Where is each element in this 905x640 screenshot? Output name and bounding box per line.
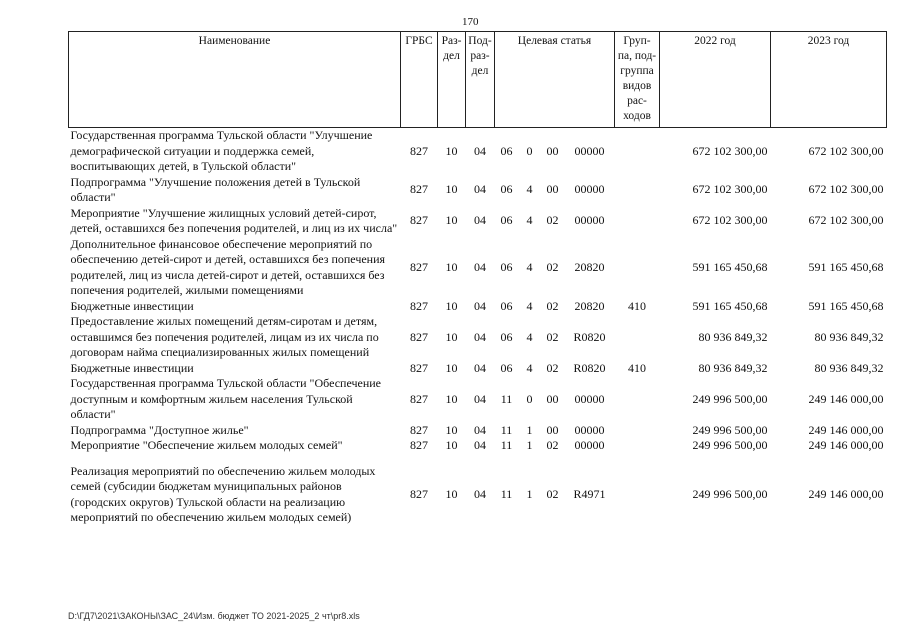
row-podrazdel: 04 bbox=[474, 391, 486, 406]
row-target-3: 02 bbox=[546, 259, 559, 274]
row-grbs: 827 bbox=[410, 213, 428, 228]
row-name: Подпрограмма "Улучшение положения детей в Тульской области" bbox=[70, 174, 361, 204]
header-razdel: Раз- дел bbox=[438, 32, 466, 128]
row-grbs: 827 bbox=[410, 486, 428, 501]
row-target-4: 00000 bbox=[574, 213, 605, 228]
header-grbs: ГРБС bbox=[401, 32, 438, 128]
row-target-2: 1 bbox=[526, 486, 533, 501]
row-value-2023: 249 146 000,00 bbox=[808, 438, 884, 452]
row-value-2022: 249 996 500,00 bbox=[692, 486, 768, 501]
row-podrazdel: 04 bbox=[474, 143, 486, 158]
row-podrazdel: 04 bbox=[474, 438, 486, 452]
row-target-3: 02 bbox=[546, 486, 559, 501]
row-podrazdel: 04 bbox=[474, 329, 486, 344]
row-value-2023: 249 146 000,00 bbox=[808, 486, 884, 501]
row-target-4: 00000 bbox=[574, 391, 605, 406]
row-razdel: 10 bbox=[445, 298, 458, 313]
row-podrazdel: 04 bbox=[474, 213, 486, 228]
row-group bbox=[615, 376, 660, 423]
table-row bbox=[69, 423, 887, 439]
row-name: Реализация мероприятий по обеспечению жильем молодых семей (субсидии бюджетам муниципальных районов (городских округов) Тульской области на реализацию мероприятий по обеспечению жильем молодых семей) bbox=[70, 463, 376, 524]
row-name: Предоставление жилых помещений детям-сиротам и детям, оставшимся без попечения родителей, лицам из их числа по договорам найма специализированных жилых помещений bbox=[70, 314, 379, 359]
row-target-2: 4 bbox=[526, 298, 533, 313]
row-value-2022: 591 165 450,68 bbox=[692, 259, 768, 274]
row-value-2023: 249 146 000,00 bbox=[808, 391, 884, 406]
row-value-2022: 591 165 450,68 bbox=[692, 298, 768, 313]
row-target-3: 00 bbox=[546, 391, 559, 406]
row-target-4: R4971 bbox=[573, 486, 606, 501]
row-target-1: 11 bbox=[500, 391, 513, 406]
row-grbs: 827 bbox=[410, 182, 428, 197]
row-target-4: R0820 bbox=[573, 329, 606, 344]
row-name: Подпрограмма "Доступное жилье" bbox=[70, 422, 249, 437]
row-value-2023: 672 102 300,00 bbox=[808, 182, 884, 197]
table-row bbox=[69, 361, 887, 377]
header-name: Наименование bbox=[69, 32, 401, 128]
row-value-2022: 249 996 500,00 bbox=[692, 422, 768, 437]
row-value-2022: 249 996 500,00 bbox=[692, 391, 768, 406]
row-group bbox=[615, 423, 660, 439]
row-group: 410 bbox=[628, 360, 646, 375]
row-target-3: 00 bbox=[546, 422, 559, 437]
row-group bbox=[615, 175, 660, 206]
row-name: Мероприятие "Обеспечение жильем молодых семей" bbox=[70, 438, 343, 452]
row-name: Государственная программа Тульской области "Обеспечение доступным и комфортным жильем населения Тульской области" bbox=[70, 376, 381, 421]
page-number: 170 bbox=[462, 16, 479, 28]
table-row bbox=[69, 299, 887, 315]
row-podrazdel: 04 bbox=[474, 422, 486, 437]
table-row bbox=[69, 175, 887, 206]
row-target-4: 00000 bbox=[574, 422, 605, 437]
row-group bbox=[615, 206, 660, 237]
row-group bbox=[615, 237, 660, 299]
row-target-3: 02 bbox=[546, 360, 559, 375]
row-razdel: 10 bbox=[445, 391, 458, 406]
header-target: Целевая статья bbox=[495, 32, 615, 128]
row-target-2: 4 bbox=[526, 213, 533, 228]
row-value-2022: 249 996 500,00 bbox=[692, 438, 768, 452]
row-target-2: 1 bbox=[526, 422, 533, 437]
header-group: Груп- па, под- группа видов рас- ходов bbox=[615, 32, 660, 128]
table-row bbox=[69, 438, 887, 454]
row-target-1: 11 bbox=[500, 438, 513, 452]
row-target-1: 06 bbox=[500, 213, 513, 228]
row-group bbox=[615, 128, 660, 175]
row-value-2023: 80 936 849,32 bbox=[814, 360, 884, 375]
table-row bbox=[69, 464, 887, 526]
row-target-3: 02 bbox=[546, 213, 559, 228]
row-grbs: 827 bbox=[410, 298, 428, 313]
row-razdel: 10 bbox=[445, 143, 458, 158]
row-target-2: 0 bbox=[526, 143, 533, 158]
row-group: 410 bbox=[628, 298, 646, 313]
row-name: Дополнительное финансовое обеспечение мероприятий по обеспечению детей-сирот и детей, оставшихся без попечения родителей, лиц из числа детей-сирот и детей, оставшихся без попечения родителей, жилыми помещениями bbox=[70, 236, 386, 297]
header-podrazdel: Под- раз- дел bbox=[466, 32, 495, 128]
row-value-2022: 672 102 300,00 bbox=[692, 213, 768, 228]
row-razdel: 10 bbox=[445, 360, 458, 375]
row-target-3: 02 bbox=[546, 329, 559, 344]
row-value-2023: 672 102 300,00 bbox=[808, 143, 884, 158]
row-value-2022: 80 936 849,32 bbox=[698, 329, 768, 344]
row-target-1: 06 bbox=[500, 298, 513, 313]
row-name: Мероприятие "Улучшение жилищных условий детей-сирот, детей, оставшихся без попечения родителей, и лиц из их числа" bbox=[70, 205, 398, 235]
header-2023: 2023 год bbox=[771, 32, 887, 128]
row-grbs: 827 bbox=[410, 329, 428, 344]
row-group bbox=[615, 464, 660, 526]
row-target-1: 11 bbox=[500, 422, 513, 437]
row-target-4: 00000 bbox=[574, 182, 605, 197]
row-target-4: 00000 bbox=[574, 438, 605, 452]
row-grbs: 827 bbox=[410, 391, 428, 406]
row-target-1: 06 bbox=[500, 360, 513, 375]
row-name: Бюджетные инвестиции bbox=[70, 298, 194, 313]
row-razdel: 10 bbox=[445, 438, 458, 452]
table-row bbox=[69, 376, 887, 423]
row-target-1: 11 bbox=[500, 486, 513, 501]
row-target-2: 1 bbox=[526, 438, 533, 452]
row-target-2: 4 bbox=[526, 360, 533, 375]
row-razdel: 10 bbox=[445, 182, 458, 197]
row-target-4: 20820 bbox=[574, 259, 605, 274]
row-grbs: 827 bbox=[410, 438, 428, 452]
row-podrazdel: 04 bbox=[474, 360, 486, 375]
row-podrazdel: 04 bbox=[474, 298, 486, 313]
row-value-2023: 591 165 450,68 bbox=[808, 259, 884, 274]
row-spacer bbox=[69, 454, 887, 464]
row-value-2022: 672 102 300,00 bbox=[692, 143, 768, 158]
file-path-footer: D:\ГД7\2021\ЗАКОНЫ\ЗАС_24\Изм. бюджет ТО 2021-2025_2 чт\pr8.xls bbox=[68, 611, 360, 621]
row-grbs: 827 bbox=[410, 143, 428, 158]
row-target-4: R0820 bbox=[573, 360, 606, 375]
row-podrazdel: 04 bbox=[474, 182, 486, 197]
row-target-2: 0 bbox=[526, 391, 533, 406]
table-row bbox=[69, 206, 887, 237]
row-target-2: 4 bbox=[526, 329, 533, 344]
row-group bbox=[615, 438, 660, 454]
row-target-3: 02 bbox=[546, 438, 559, 452]
row-value-2022: 672 102 300,00 bbox=[692, 182, 768, 197]
row-grbs: 827 bbox=[410, 259, 428, 274]
row-target-2: 4 bbox=[526, 259, 533, 274]
budget-table bbox=[68, 31, 887, 526]
row-value-2023: 249 146 000,00 bbox=[808, 422, 884, 437]
row-target-1: 06 bbox=[500, 182, 513, 197]
row-razdel: 10 bbox=[445, 259, 458, 274]
row-name: Государственная программа Тульской области "Улучшение демографической ситуации и поддержка семей, воспитывающих детей, в Тульской области" bbox=[70, 128, 373, 173]
row-target-4: 20820 bbox=[574, 298, 605, 313]
table-row bbox=[69, 128, 887, 175]
row-grbs: 827 bbox=[410, 422, 428, 437]
row-grbs: 827 bbox=[410, 360, 428, 375]
row-razdel: 10 bbox=[445, 329, 458, 344]
row-name: Бюджетные инвестиции bbox=[70, 360, 194, 375]
table-row bbox=[69, 237, 887, 299]
row-razdel: 10 bbox=[445, 486, 458, 501]
row-target-3: 02 bbox=[546, 298, 559, 313]
table-row bbox=[69, 314, 887, 361]
row-target-3: 00 bbox=[546, 182, 559, 197]
row-target-2: 4 bbox=[526, 182, 533, 197]
row-value-2023: 591 165 450,68 bbox=[808, 298, 884, 313]
header-2022: 2022 год bbox=[660, 32, 771, 128]
row-target-3: 00 bbox=[546, 143, 559, 158]
row-target-4: 00000 bbox=[574, 143, 605, 158]
row-razdel: 10 bbox=[445, 213, 458, 228]
row-podrazdel: 04 bbox=[474, 259, 486, 274]
row-podrazdel: 04 bbox=[474, 486, 486, 501]
row-value-2022: 80 936 849,32 bbox=[698, 360, 768, 375]
row-value-2023: 672 102 300,00 bbox=[808, 213, 884, 228]
row-value-2023: 80 936 849,32 bbox=[814, 329, 884, 344]
row-target-1: 06 bbox=[500, 143, 513, 158]
row-target-1: 06 bbox=[500, 329, 513, 344]
row-group bbox=[615, 314, 660, 361]
row-razdel: 10 bbox=[445, 422, 458, 437]
row-target-1: 06 bbox=[500, 259, 513, 274]
